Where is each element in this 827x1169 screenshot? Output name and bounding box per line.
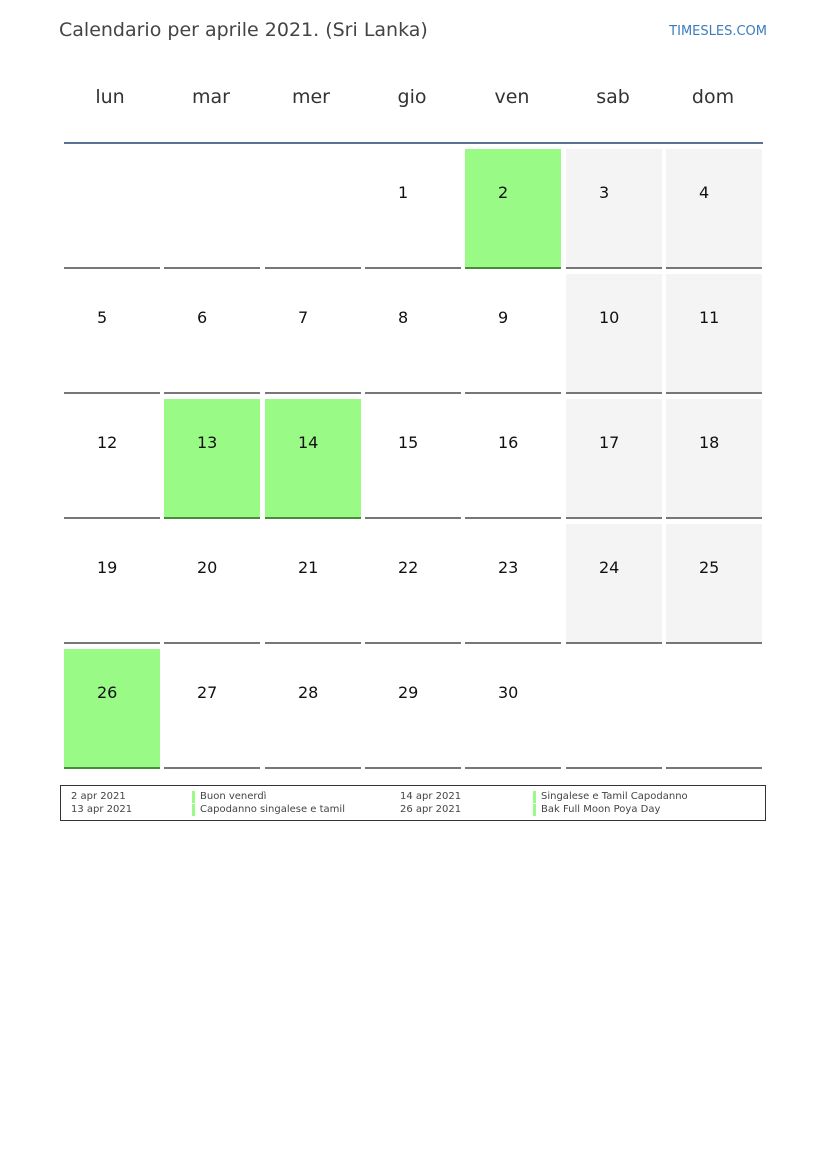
weekday-header-row	[62, 86, 765, 122]
day-number: 18	[699, 433, 720, 452]
empty-day-cell	[64, 149, 160, 269]
day-cell[interactable]	[164, 649, 260, 769]
day-number: 13	[197, 433, 218, 452]
page-title: Calendario per aprile 2021. (Sri Lanka)	[59, 19, 428, 41]
day-number: 29	[398, 683, 419, 702]
legend-color-swatch	[192, 791, 195, 803]
day-number: 30	[498, 683, 519, 702]
day-number: 7	[298, 308, 309, 327]
day-number: 26	[97, 683, 118, 702]
day-cell[interactable]	[365, 524, 461, 644]
day-cell[interactable]	[265, 274, 361, 394]
day-cell[interactable]	[465, 274, 561, 394]
legend-color-swatch	[533, 791, 536, 803]
day-cell[interactable]	[265, 524, 361, 644]
day-number: 8	[398, 308, 409, 327]
day-number: 15	[398, 433, 419, 452]
weekday-label: sab	[596, 86, 630, 108]
day-cell[interactable]	[666, 149, 762, 269]
day-cell[interactable]	[64, 274, 160, 394]
empty-day-cell	[164, 149, 260, 269]
day-number: 22	[398, 558, 419, 577]
weekday-label: ven	[494, 86, 530, 108]
legend-holiday-name: Bak Full Moon Poya Day	[541, 804, 661, 815]
day-cell[interactable]	[64, 649, 160, 769]
day-number: 4	[699, 183, 710, 202]
day-number: 16	[498, 433, 519, 452]
day-cell[interactable]	[465, 524, 561, 644]
day-cell[interactable]	[566, 149, 662, 269]
legend-color-swatch	[192, 804, 195, 816]
legend-date: 2 apr 2021	[71, 791, 126, 802]
day-number: 17	[599, 433, 620, 452]
day-cell[interactable]	[164, 274, 260, 394]
weekday-label: dom	[691, 86, 735, 108]
day-cell[interactable]	[666, 399, 762, 519]
day-number: 3	[599, 183, 610, 202]
header-divider	[64, 142, 763, 144]
day-number: 1	[398, 183, 409, 202]
weekday-label: gio	[397, 86, 427, 108]
day-cell[interactable]	[666, 524, 762, 644]
day-cell[interactable]	[365, 274, 461, 394]
day-number: 21	[298, 558, 319, 577]
weekday-label: lun	[95, 86, 125, 108]
day-cell[interactable]	[64, 399, 160, 519]
day-cell[interactable]	[164, 399, 260, 519]
legend-holiday-name: Buon venerdì	[200, 791, 267, 802]
day-number: 20	[197, 558, 218, 577]
day-cell[interactable]	[365, 399, 461, 519]
day-cell[interactable]	[164, 524, 260, 644]
legend-date: 26 apr 2021	[400, 804, 462, 815]
day-cell[interactable]	[265, 649, 361, 769]
day-cell[interactable]	[465, 649, 561, 769]
day-cell[interactable]	[365, 149, 461, 269]
weekday-label: mar	[192, 86, 230, 108]
day-cell[interactable]	[64, 524, 160, 644]
day-number: 24	[599, 558, 620, 577]
day-cell[interactable]	[666, 274, 762, 394]
day-number: 27	[197, 683, 218, 702]
legend-color-swatch	[533, 804, 536, 816]
day-number: 10	[599, 308, 620, 327]
day-number: 19	[97, 558, 118, 577]
day-number: 5	[97, 308, 108, 327]
empty-day-cell	[566, 649, 662, 769]
holiday-legend	[60, 785, 766, 821]
empty-day-cell	[666, 649, 762, 769]
day-number: 23	[498, 558, 519, 577]
day-number: 11	[699, 308, 720, 327]
day-number: 2	[498, 183, 509, 202]
day-cell[interactable]	[365, 649, 461, 769]
day-number: 12	[97, 433, 118, 452]
day-cell[interactable]	[566, 524, 662, 644]
weekday-label: mer	[291, 86, 330, 108]
empty-day-cell	[265, 149, 361, 269]
day-number: 6	[197, 308, 208, 327]
legend-date: 13 apr 2021	[71, 804, 133, 815]
day-cell[interactable]	[465, 149, 561, 269]
legend-date: 14 apr 2021	[400, 791, 462, 802]
day-cell[interactable]	[265, 399, 361, 519]
day-number: 9	[498, 308, 509, 327]
day-cell[interactable]	[566, 274, 662, 394]
day-number: 25	[699, 558, 720, 577]
day-cell[interactable]	[566, 399, 662, 519]
day-number: 28	[298, 683, 319, 702]
legend-holiday-name: Singalese e Tamil Capodanno	[541, 791, 688, 802]
legend-holiday-name: Capodanno singalese e tamil	[200, 804, 345, 815]
day-number: 14	[298, 433, 319, 452]
day-cell[interactable]	[465, 399, 561, 519]
brand-link[interactable]: TIMESLES.COM	[669, 24, 767, 39]
